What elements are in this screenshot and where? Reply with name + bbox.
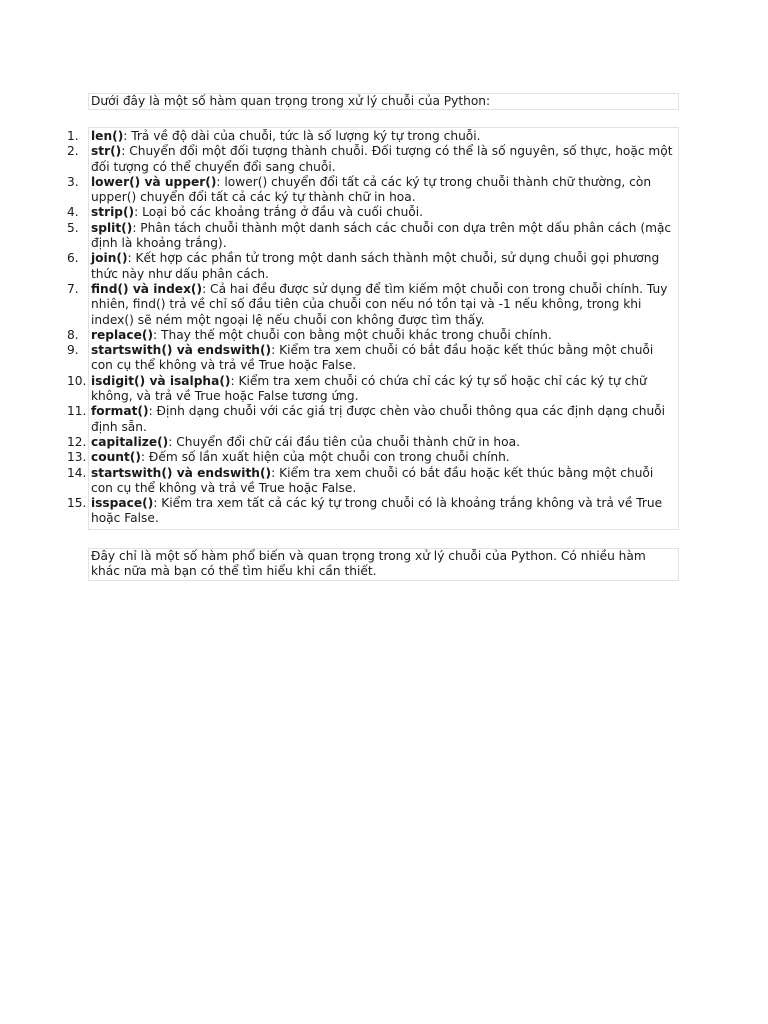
list-item [67, 373, 678, 405]
list-item [67, 281, 678, 328]
function-description: : Chuyển đổi chữ cái đầu tiên của chuỗi thành chữ in hoa. [168, 434, 520, 449]
function-description: : Kết hợp các phần tử trong một danh sách thành một chuỗi, sử dụng chuỗi gọi phương thức này như dấu phân cách. [91, 251, 660, 281]
item-number: 3. [67, 174, 79, 189]
function-name: startswith() và endswith() [91, 343, 272, 358]
function-name: strip() [91, 205, 135, 220]
function-name: count() [91, 450, 141, 465]
function-name: lower() và upper() [91, 174, 217, 189]
function-description: : Cả hai đều được sử dụng để tìm kiếm một chuỗi con trong chuỗi chính. Tuy nhiên, find() trả về chỉ số đầu tiên của chuỗi con nếu nó tồn tại và -1 nếu không, trong khi index() sẽ ném một ngoại lệ nếu chuỗi con không được tìm thấy. [91, 281, 668, 327]
item-number: 6. [67, 251, 79, 266]
list-item [67, 327, 678, 343]
list-item [67, 251, 678, 282]
function-name: len() [91, 129, 124, 143]
function-name: isdigit() và isalpha() [91, 373, 231, 388]
item-number: 10. [67, 373, 87, 388]
function-description: : Loại bỏ các khoảng trắng ở đầu và cuối chuỗi. [134, 205, 424, 220]
function-name: str() [91, 144, 122, 159]
function-name: format() [91, 404, 149, 419]
intro-text: Dưới đây là một số hàm quan trọng trong xử lý chuỗi của Python: [91, 94, 491, 108]
function-description: : Phân tách chuỗi thành một danh sách các chuỗi con dựa trên một dấu phân cách (mặc định là khoảng trắng). [91, 220, 672, 251]
item-number: 13. [67, 450, 87, 465]
item-number: 4. [67, 205, 79, 220]
item-number: 5. [67, 220, 79, 235]
function-description: : Kiểm tra xem chuỗi có bắt đầu hoặc kết thúc bằng một chuỗi con cụ thể không và trả về True hoặc False. [91, 343, 654, 373]
function-description: : Định dạng chuỗi với các giá trị được chèn vào chuỗi thông qua các định dạng chuỗi định sẵn. [91, 404, 666, 434]
intro-paragraph [88, 93, 679, 110]
function-description: : Kiểm tra xem chuỗi có chứa chỉ các ký tự số hoặc chỉ các ký tự chữ không, và trả về True hoặc False tương ứng. [91, 373, 647, 404]
item-number: 11. [67, 404, 87, 419]
list-item [67, 129, 678, 144]
list-item [67, 496, 678, 527]
outro-paragraph [88, 548, 679, 581]
function-description: : Trả về độ dài của chuỗi, tức là số lượng ký tự trong chuỗi. [123, 129, 481, 143]
list-item [67, 404, 678, 435]
function-description: : Thay thế một chuỗi con bằng một chuỗi khác trong chuỗi chính. [153, 327, 552, 342]
item-number: 8. [67, 327, 79, 342]
function-description: : Đếm số lần xuất hiện của một chuỗi con trong chuỗi chính. [140, 450, 510, 465]
list-item [67, 174, 678, 206]
list-item [67, 465, 678, 497]
item-number: 9. [67, 343, 79, 358]
list-item [67, 434, 678, 450]
function-description: : Kiểm tra xem tất cả các ký tự trong chuỗi có là khoảng trắng không và trả về True hoặc False. [91, 496, 663, 526]
function-name: startswith() và endswith() [91, 465, 272, 480]
function-name: join() [91, 251, 128, 266]
function-description: : Kiểm tra xem chuỗi có bắt đầu hoặc kết thúc bằng một chuỗi con cụ thể không và trả về True hoặc False. [91, 465, 654, 495]
item-number: 1. [67, 129, 79, 143]
list-item [67, 144, 678, 175]
item-number: 15. [67, 496, 87, 511]
list-item [67, 343, 678, 374]
list-item [67, 220, 678, 252]
function-description: : Chuyển đổi một đối tượng thành chuỗi. Đối tượng có thể là số nguyên, số thực, hoặc một đối tượng có thể chuyển đổi sang chuỗi. [91, 144, 673, 174]
item-number: 7. [67, 281, 79, 296]
list-item [67, 450, 678, 465]
function-name: split() [91, 220, 133, 235]
function-name: replace() [91, 327, 154, 342]
item-number: 14. [67, 465, 87, 480]
outro-text: Đây chỉ là một số hàm phổ biến và quan trọng trong xử lý chuỗi của Python. Có nhiều hàm khác nữa mà bạn có thể tìm hiểu khi cần thiết. [91, 549, 646, 579]
function-list-block [67, 127, 679, 530]
function-list [67, 129, 678, 527]
function-description: : lower() chuyển đổi tất cả các ký tự trong chuỗi thành chữ thường, còn upper() chuyển đổi tất cả các ký tự thành chữ in hoa. [91, 174, 652, 205]
list-item [67, 205, 678, 220]
item-number: 2. [67, 144, 79, 159]
function-name: capitalize() [91, 434, 169, 449]
function-name: find() và index() [91, 281, 203, 296]
function-name: isspace() [91, 496, 154, 511]
item-number: 12. [67, 434, 87, 449]
